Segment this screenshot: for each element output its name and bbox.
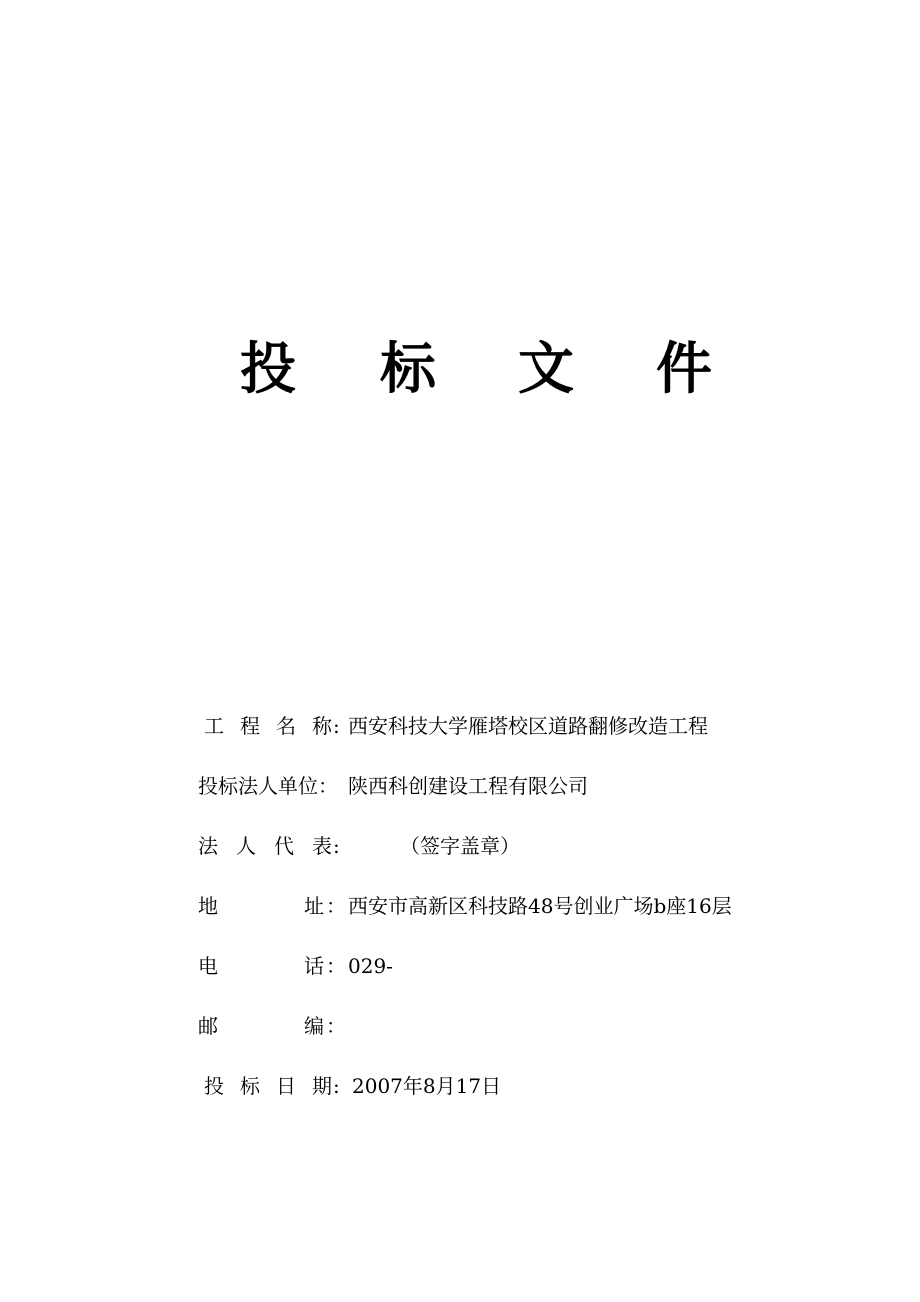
legal-rep-colon: : [333,834,340,858]
field-bid-date [0,1070,920,1102]
field-phone [0,950,920,982]
postcode-label-char-2: 编 [304,1014,324,1038]
address-label-char-1: 地 [198,894,218,918]
legal-rep-label-char-1: 法 [198,834,218,858]
field-project-name [0,710,920,742]
document-title [0,334,920,414]
bid-date-label-char-2: 标 [240,1074,260,1098]
field-legal-rep [0,830,920,862]
bid-date-label-char-4: 期 [312,1074,332,1098]
legal-rep-value: （签字盖章） [400,834,520,858]
address-colon: ： [326,894,346,918]
phone-colon: ： [326,954,346,978]
field-postcode [0,1010,920,1042]
bid-date-label-char-3: 日 [276,1074,296,1098]
phone-label-char-2: 话 [304,954,324,978]
bidder-value: 陕西科创建设工程有限公司 [348,774,588,798]
address-label-char-2: 址 [304,894,324,918]
title-char-4: 件 [656,337,712,402]
title-char-1: 投 [240,337,296,402]
address-value: 西安市高新区科技路48号创业广场b座16层 [348,894,732,918]
title-char-3: 文 [518,337,574,402]
project-name-label-char-3: 名 [276,714,296,738]
phone-label-char-1: 电 [198,954,218,978]
bidder-label: 投标法人单位： [198,774,338,798]
postcode-colon: ： [326,1014,346,1038]
field-bidder [0,770,920,802]
bid-date-value: 2007年8月17日 [352,1074,502,1098]
project-name-label-char-4: 称 [312,714,332,738]
field-address [0,890,920,922]
bid-date-colon: : [333,1074,340,1098]
postcode-label-char-1: 邮 [198,1014,218,1038]
project-name-colon: : [333,714,340,738]
project-name-label-char-1: 工 [204,714,224,738]
bid-date-label-char-1: 投 [204,1074,224,1098]
legal-rep-label-char-2: 人 [236,834,256,858]
phone-value: 029- [348,954,393,978]
project-name-label-char-2: 程 [240,714,260,738]
title-char-2: 标 [380,337,436,402]
project-name-value: 西安科技大学雁塔校区道路翻修改造工程 [348,714,708,738]
legal-rep-label-char-4: 表 [312,834,332,858]
legal-rep-label-char-3: 代 [274,834,294,858]
